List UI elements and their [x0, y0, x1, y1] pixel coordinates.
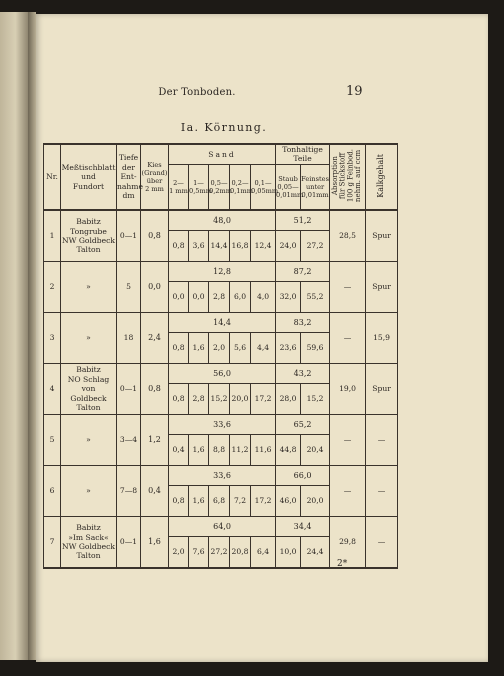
cell-sand-fraction: 11,2 — [230, 435, 251, 466]
col-header-kies: Kies (Grand) über 2 mm — [141, 144, 169, 210]
cell-feinstes: 55,2 — [301, 282, 330, 313]
cell-fundort: Babitz »Im Sack« NW Goldbeck Talton — [61, 517, 117, 569]
cell-kies: 0,8 — [141, 210, 169, 262]
cell-feinstes: 59,6 — [301, 333, 330, 364]
cell-tiefe: 0—1 — [117, 517, 141, 569]
cell-sand-total: 33,6 — [169, 466, 276, 486]
cell-staub: 28,0 — [276, 384, 301, 415]
cell-sand-fraction: 17,2 — [251, 384, 276, 415]
cell-kalk: — — [366, 517, 398, 569]
col-header-sand-2-1: 2— 1 mm — [169, 164, 189, 210]
cell-tiefe: 18 — [117, 313, 141, 364]
cell-ton-total: 83,2 — [276, 313, 330, 333]
cell-fundort: Babitz Tongrube NW Goldbeck Talton — [61, 210, 117, 262]
cell-sand-fraction: 6,4 — [251, 537, 276, 569]
table-row — [44, 517, 398, 537]
cell-kies: 1,2 — [141, 415, 169, 466]
cell-absorption: — — [330, 262, 366, 313]
cell-tiefe: 3—4 — [117, 415, 141, 466]
cell-tiefe: 0—1 — [117, 364, 141, 415]
cell-feinstes: 27,2 — [301, 231, 330, 262]
cell-kies: 1,6 — [141, 517, 169, 569]
cell-nr: 5 — [44, 415, 61, 466]
cell-ton-total: 66,0 — [276, 466, 330, 486]
cell-sand-fraction: 14,4 — [209, 231, 230, 262]
cell-feinstes: 20,0 — [301, 486, 330, 517]
table-row — [44, 313, 398, 333]
cell-fundort: » — [61, 415, 117, 466]
cell-sand-total: 56,0 — [169, 364, 276, 384]
cell-nr: 1 — [44, 210, 61, 262]
cell-nr: 3 — [44, 313, 61, 364]
cell-sand-fraction: 6,8 — [209, 486, 230, 517]
cell-staub: 32,0 — [276, 282, 301, 313]
cell-absorption: 19,0 — [330, 364, 366, 415]
cell-ton-total: 51,2 — [276, 210, 330, 231]
col-header-feinstes: Feinstes unter 0,01mm — [301, 164, 330, 210]
cell-sand-fraction: 16,8 — [230, 231, 251, 262]
cell-ton-total: 43,2 — [276, 364, 330, 384]
cell-absorption: 29,8 — [330, 517, 366, 569]
cell-fundort: » — [61, 313, 117, 364]
cell-tiefe: 0—1 — [117, 210, 141, 262]
cell-ton-total: 65,2 — [276, 415, 330, 435]
col-header-kalkgehalt: Kalkgehalt — [366, 144, 398, 210]
cell-sand-fraction: 7,6 — [189, 537, 209, 569]
cell-kies: 0,0 — [141, 262, 169, 313]
cell-staub: 44,8 — [276, 435, 301, 466]
cell-tiefe: 5 — [117, 262, 141, 313]
cell-kies: 0,4 — [141, 466, 169, 517]
cell-feinstes: 15,2 — [301, 384, 330, 415]
cell-sand-fraction: 4,0 — [251, 282, 276, 313]
cell-kalk: — — [366, 466, 398, 517]
cell-sand-fraction: 4,4 — [251, 333, 276, 364]
cell-sand-fraction: 0,8 — [169, 231, 189, 262]
cell-nr: 2 — [44, 262, 61, 313]
cell-kalk: Spur — [366, 262, 398, 313]
table-row — [44, 466, 398, 486]
cell-sand-fraction: 0,8 — [169, 384, 189, 415]
cell-sand-fraction: 12,4 — [251, 231, 276, 262]
col-header-nr: Nr. — [44, 144, 61, 210]
col-header-sand-1-05: 1— 0,5mm — [189, 164, 209, 210]
cell-sand-fraction: 20,8 — [230, 537, 251, 569]
cell-sand-fraction: 11,6 — [251, 435, 276, 466]
cell-sand-fraction: 7,2 — [230, 486, 251, 517]
cell-fundort: » — [61, 262, 117, 313]
cell-kalk: — — [366, 415, 398, 466]
cell-sand-total: 64,0 — [169, 517, 276, 537]
cell-sand-fraction: 5,6 — [230, 333, 251, 364]
col-header-sand-02-01: 0,2— 0,1mm — [230, 164, 251, 210]
cell-sand-fraction: 27,2 — [209, 537, 230, 569]
book-spine — [28, 12, 36, 660]
cell-fundort: » — [61, 466, 117, 517]
cell-tiefe: 7—8 — [117, 466, 141, 517]
cell-absorption: — — [330, 415, 366, 466]
col-header-sand-05-02: 0,5— 0,2mm — [209, 164, 230, 210]
cell-fundort: Babitz NO Schlag von Goldbeck Talton — [61, 364, 117, 415]
cell-sand-fraction: 2,0 — [209, 333, 230, 364]
cell-sand-fraction: 1,6 — [189, 486, 209, 517]
cell-kalk: 15,9 — [366, 313, 398, 364]
cell-kies: 2,4 — [141, 313, 169, 364]
cell-sand-fraction: 2,8 — [209, 282, 230, 313]
cell-sand-fraction: 15,2 — [209, 384, 230, 415]
cell-ton-total: 34,4 — [276, 517, 330, 537]
cell-absorption: 28,5 — [330, 210, 366, 262]
table-row — [44, 262, 398, 282]
cell-kalk: Spur — [366, 364, 398, 415]
facing-page-edge — [0, 12, 28, 660]
cell-sand-fraction: 3,6 — [189, 231, 209, 262]
cell-nr: 7 — [44, 517, 61, 569]
table-row — [44, 210, 398, 231]
cell-sand-fraction: 1,6 — [189, 333, 209, 364]
col-header-messtischblatt: Meßtischblatt und Fundort — [61, 144, 117, 210]
cell-staub: 24,0 — [276, 231, 301, 262]
cell-feinstes: 24,4 — [301, 537, 330, 569]
table-row — [44, 415, 398, 435]
cell-sand-fraction: 20,0 — [230, 384, 251, 415]
cell-sand-total: 48,0 — [169, 210, 276, 231]
cell-nr: 6 — [44, 466, 61, 517]
cell-sand-fraction: 6,0 — [230, 282, 251, 313]
cell-sand-total: 12,8 — [169, 262, 276, 282]
table-row — [44, 364, 398, 384]
col-header-staub: Staub 0,05— 0,01mm — [276, 164, 301, 210]
cell-kies: 0,8 — [141, 364, 169, 415]
col-header-tonhaltige-teile: Tonhaltige Teile — [276, 144, 330, 164]
col-header-absorption: Absorption für Stickstoff 100 g Feinbod. nehm. auf ccm — [330, 144, 366, 210]
page-number: 19 — [346, 84, 363, 99]
cell-sand-total: 33,6 — [169, 415, 276, 435]
cell-sand-fraction: 17,2 — [251, 486, 276, 517]
signature-mark: 2* — [337, 559, 348, 569]
cell-sand-fraction: 2,8 — [189, 384, 209, 415]
cell-sand-fraction: 0,0 — [189, 282, 209, 313]
cell-staub: 10,0 — [276, 537, 301, 569]
cell-ton-total: 87,2 — [276, 262, 330, 282]
cell-sand-fraction: 0,8 — [169, 486, 189, 517]
cell-feinstes: 20,4 — [301, 435, 330, 466]
running-header-title: Der Tonboden. — [158, 87, 236, 98]
cell-sand-fraction: 2,0 — [169, 537, 189, 569]
grain-size-table — [43, 143, 398, 569]
cell-sand-total: 14,4 — [169, 313, 276, 333]
cell-sand-fraction: 0,0 — [169, 282, 189, 313]
col-header-sand: Sand — [169, 144, 276, 164]
cell-staub: 46,0 — [276, 486, 301, 517]
cell-sand-fraction: 0,8 — [169, 333, 189, 364]
cell-sand-fraction: 1,6 — [189, 435, 209, 466]
cell-absorption: — — [330, 313, 366, 364]
col-header-tiefe: Tiefe der Ent- nahme dm — [117, 144, 141, 210]
cell-absorption: — — [330, 466, 366, 517]
cell-nr: 4 — [44, 364, 61, 415]
cell-sand-fraction: 0,4 — [169, 435, 189, 466]
col-header-sand-01-005: 0,1— 0,05mm — [251, 164, 276, 210]
cell-kalk: Spur — [366, 210, 398, 262]
cell-staub: 23,6 — [276, 333, 301, 364]
section-title: Ia. Körnung. — [180, 121, 268, 134]
cell-sand-fraction: 8,8 — [209, 435, 230, 466]
